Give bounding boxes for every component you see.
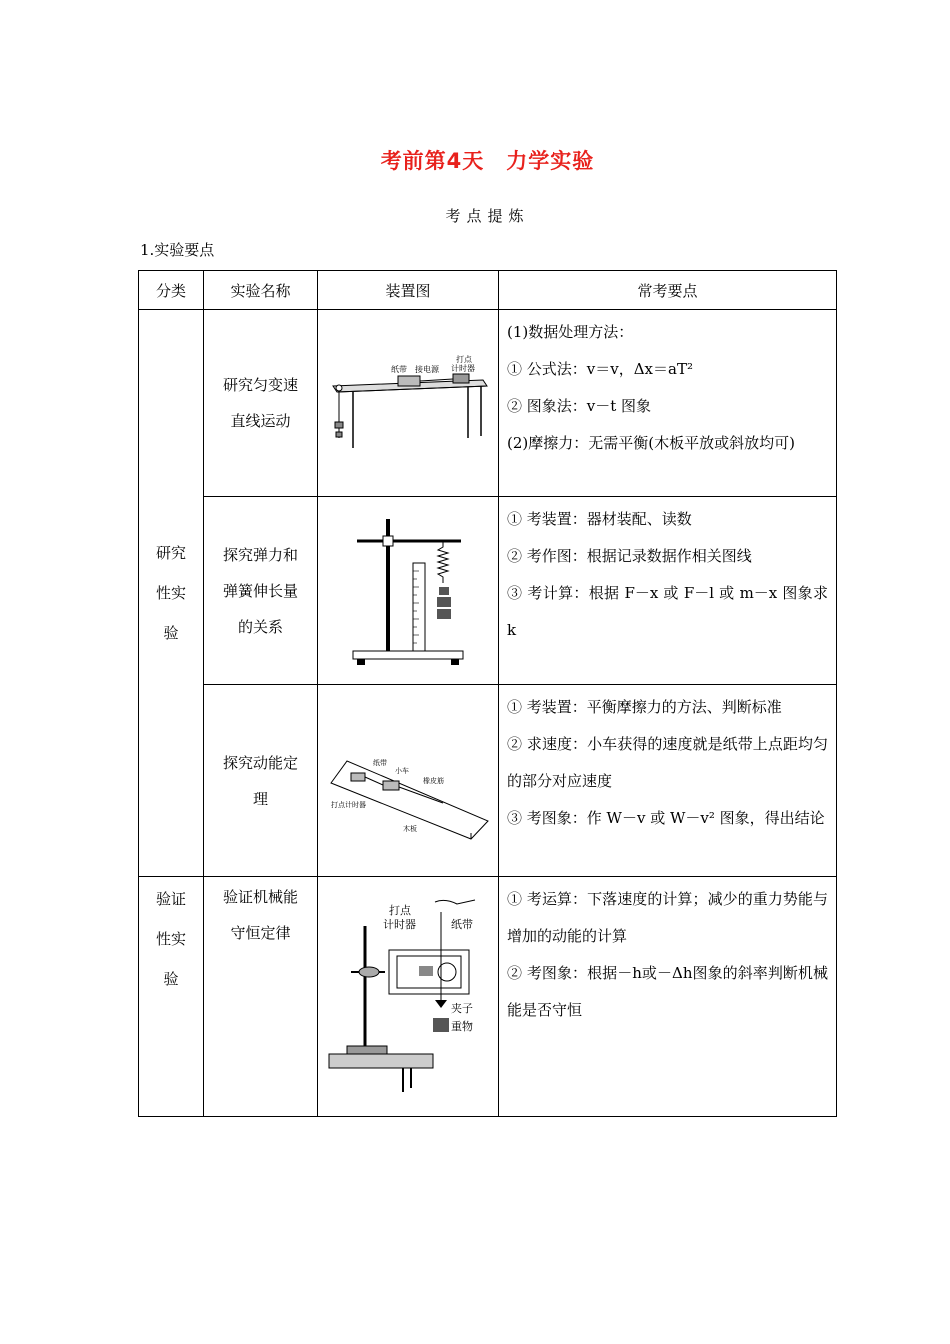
experiment-name-cell	[204, 497, 318, 685]
label-paper-tape: 纸带	[391, 365, 407, 374]
label-paper-tape: 纸带	[373, 759, 387, 767]
experiment-name: 研究匀变速直线运动	[222, 376, 298, 430]
category-label: 研究性实验	[155, 544, 186, 642]
header-category: 分类	[139, 271, 204, 310]
uniform-acceleration-apparatus-image	[323, 348, 493, 458]
point-item: ② 求速度：小车获得的速度就是纸带上点距均匀的部分对应速度	[507, 735, 828, 790]
label-weight: 重物	[451, 1020, 473, 1033]
label-rubber-band: 橡皮筋	[423, 777, 444, 785]
category-cell-research	[139, 310, 204, 877]
point-item: ① 考装置：平衡摩擦力的方法、判断标准	[507, 698, 782, 716]
experiment-name-cell	[204, 310, 318, 497]
point-item: ① 公式法：v＝v，Δx＝aT²	[507, 360, 693, 378]
label-dot: 打点	[389, 904, 411, 917]
diagram-cell	[318, 685, 499, 877]
label-dot: 打点	[456, 355, 472, 364]
point-item: ③ 考图象：作 W－v 或 W－v² 图象，得出结论	[507, 809, 825, 827]
section-subtitle: 考点提炼	[445, 207, 530, 225]
diagram-cell	[318, 310, 499, 497]
points-cell	[499, 310, 837, 497]
category-label: 验证性实验	[155, 890, 186, 988]
points-cell	[499, 685, 837, 877]
point-item: ③ 考计算：根据 F－x 或 F－l 或 m－x 图象求 k	[507, 584, 828, 639]
table-row	[139, 497, 837, 685]
experiment-name: 探究弹力和弹簧伸长量的关系	[222, 545, 298, 636]
header-name: 实验名称	[204, 271, 318, 310]
mechanical-energy-apparatus-image	[323, 892, 493, 1102]
experiment-table	[138, 270, 837, 1117]
label-timer: 计时器	[451, 364, 475, 373]
experiment-name: 探究动能定理	[222, 753, 298, 808]
table-header-row	[139, 271, 837, 310]
label-timer: 计时器	[383, 918, 416, 931]
point-item: ② 考作图：根据记录数据作相关图线	[507, 547, 752, 565]
page-title: 考前第4天 力学实验	[380, 149, 595, 173]
point-item: ① 考装置：器材装配、读数	[507, 510, 692, 528]
point-item: ① 考运算：下落速度的计算；减少的重力势能与增加的动能的计算	[507, 890, 828, 945]
point-item: ② 考图象：根据－h或－Δh图象的斜率判断机械能是否守恒	[507, 964, 828, 1019]
experiment-name: 验证机械能守恒定律	[222, 888, 298, 942]
spring-apparatus-image	[343, 511, 473, 671]
points-cell	[499, 877, 837, 1117]
section-heading: 1.实验要点	[140, 241, 215, 259]
category-cell-verification	[139, 877, 204, 1117]
diagram-cell	[318, 497, 499, 685]
label-clip: 夹子	[451, 1002, 473, 1015]
point-item: ② 图象法：v－t 图象	[507, 397, 652, 415]
table-row	[139, 310, 837, 497]
point-item: (1)数据处理方法：	[507, 323, 634, 341]
label-paper-tape: 纸带	[451, 918, 473, 931]
header-points: 常考要点	[499, 271, 837, 310]
table-row	[139, 877, 837, 1117]
table-row	[139, 685, 837, 877]
header-diagram: 装置图	[318, 271, 499, 310]
point-item: (2)摩擦力：无需平衡(木板平放或斜放均可)	[507, 434, 795, 452]
diagram-cell	[318, 877, 499, 1117]
experiment-name-cell	[204, 877, 318, 1117]
points-cell	[499, 497, 837, 685]
experiment-name-cell	[204, 685, 318, 877]
label-cart: 小车	[395, 767, 409, 775]
label-timer: 打点计时器	[331, 801, 366, 809]
label-power: 接电源	[415, 365, 439, 374]
kinetic-energy-apparatus-image	[323, 721, 493, 841]
label-board: 木板	[403, 825, 417, 833]
